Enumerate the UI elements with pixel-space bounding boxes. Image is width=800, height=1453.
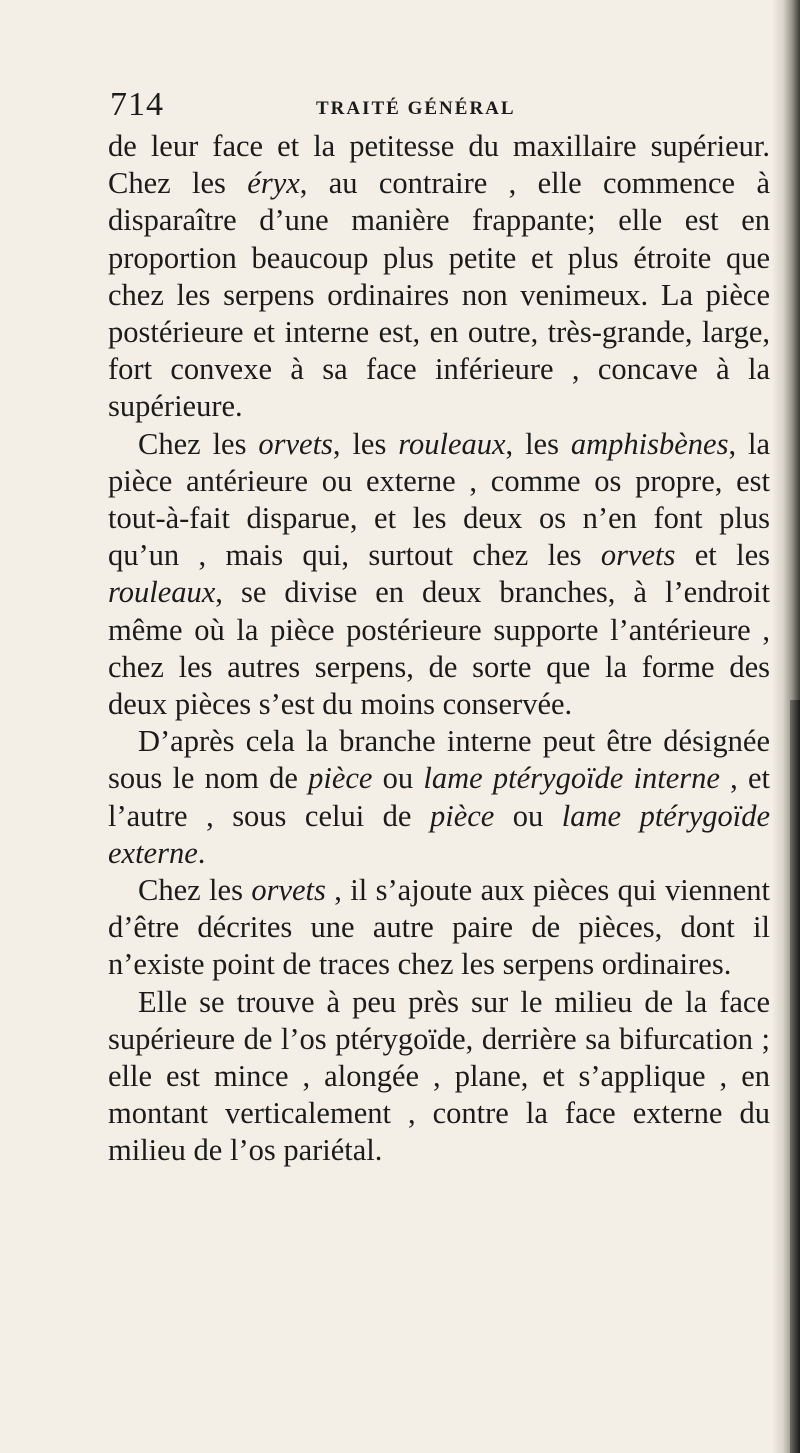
text-segment: , les: [505, 426, 571, 461]
text-segment: , au contraire , elle commence à disparaître d’une manière frappante; elle est en proportion beaucoup plus petite et plus étroite que chez les serpens ordinaires non venimeux. La pièce postérieure et interne est, en outre, très-grande, large, fort convexe à sa face inférieure , concave à la supérieure.: [108, 166, 770, 424]
text-segment: de leur face et la petitesse du maxillaire supérieur. Chez les: [108, 129, 770, 201]
text-segment: , se divise en deux branches, à l’endroit même où la pièce postérieure supporte l’antérieure , chez les autres serpens, de sorte que la forme des deux pièces s’est du moins conservée.: [108, 575, 770, 722]
text-segment: Chez les: [138, 426, 259, 461]
text-segment-italic: lame ptérygoïde externe: [108, 798, 771, 870]
page-number: 714: [110, 86, 164, 123]
text-segment: ou: [494, 798, 562, 833]
text-segment: D’après cela la branche interne peut être désignée sous le nom de: [108, 724, 770, 796]
paragraph-3: [108, 723, 770, 872]
running-title: TRAITÉ GÉNÉRAL: [316, 98, 516, 119]
text-segment: , et l’autre , sous celui de: [108, 761, 771, 833]
text-segment-italic: rouleaux: [108, 575, 216, 610]
text-segment: .: [197, 835, 206, 870]
text-segment: , il s’ajoute aux pièces qui viennent d’être décrites une autre paire de pièces, dont il n’existe point de traces chez les serpens ordinaires.: [108, 873, 770, 982]
text-segment-italic: orvets: [258, 426, 333, 461]
text-segment-italic: pièce: [308, 761, 373, 796]
paragraph-1: [108, 128, 770, 426]
text-segment-italic: orvets: [251, 873, 326, 908]
text-segment: , les: [332, 426, 399, 461]
text-segment: , la pièce antérieure ou externe , comme os propre, est tout-à-fait disparue, et les deux os n’en font plus qu’un , mais qui, surtout chez les: [108, 426, 770, 573]
text-segment-italic: lame ptérygoïde interne: [423, 761, 720, 796]
text-segment-italic: rouleaux: [398, 426, 506, 461]
paragraph-5: [108, 984, 770, 1170]
text-segment: et les: [675, 538, 770, 573]
text-segment: Elle se trouve à peu près sur le milieu de la face supérieure de l’os ptérygoïde, derrière sa bifurcation ; elle est mince , alongée , plane, et s’applique , en montant verticalement , contre la face externe du milieu de l’os pariétal.: [108, 984, 770, 1168]
body-text: [108, 128, 770, 1170]
text-segment: ou: [372, 761, 424, 796]
paragraph-4: [108, 872, 770, 984]
running-head: [110, 86, 750, 126]
text-segment-italic: orvets: [600, 538, 676, 573]
text-segment-italic: amphisbènes: [570, 426, 729, 461]
page-edge-binding: [790, 700, 800, 1453]
paragraph-2: [108, 426, 770, 724]
text-segment-italic: pièce: [429, 798, 495, 833]
text-segment-italic: éryx: [247, 166, 300, 201]
text-segment: Chez les: [138, 873, 252, 908]
